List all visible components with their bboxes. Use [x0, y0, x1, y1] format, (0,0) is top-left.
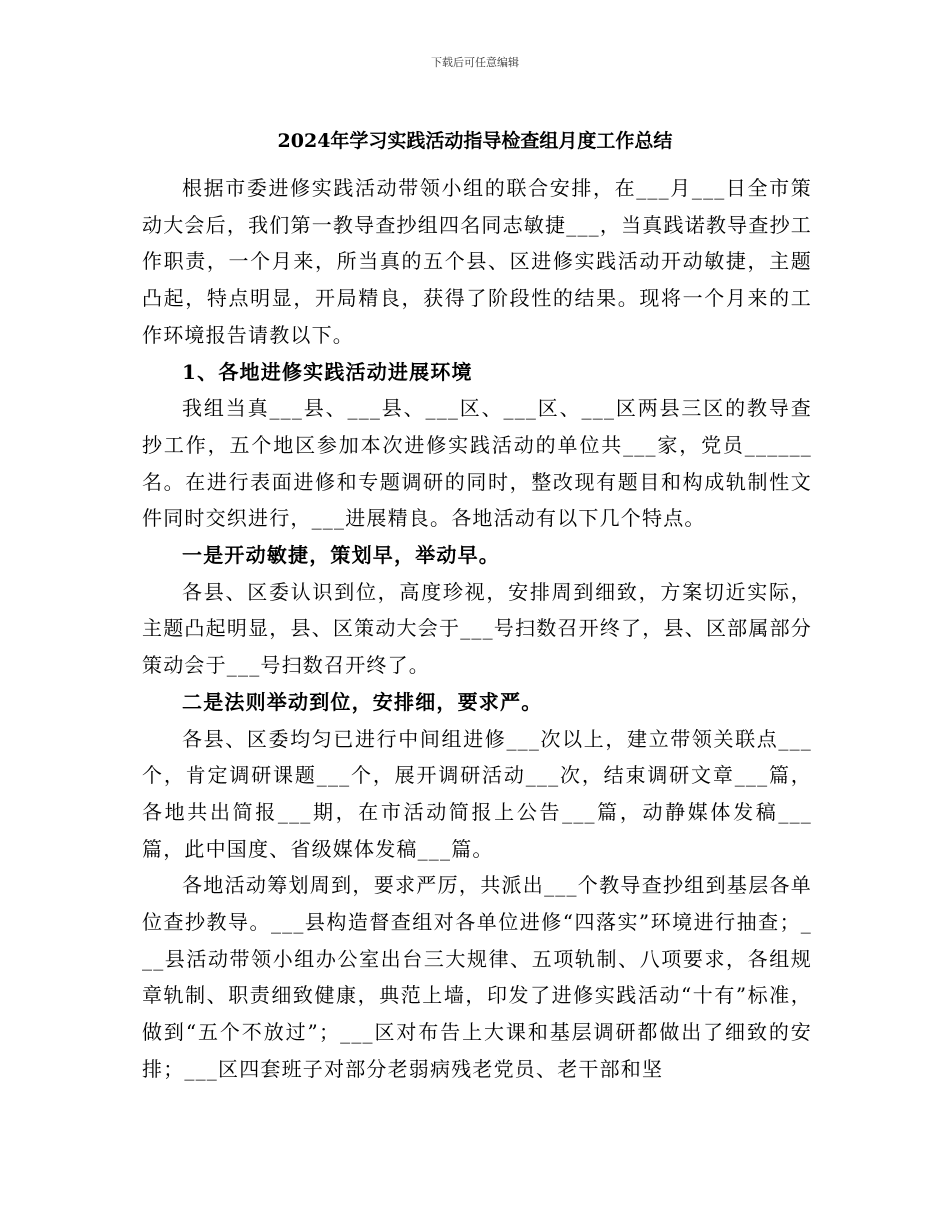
document-body	[142, 170, 812, 1088]
body-paragraph: 各县、区委均匀已进行中间组进修___次以上，建立带领关联点___个，肯定调研课题___个，展开调研活动___次，结束调研文章___篇，各地共出简报___期，在市活动简报上公告___篇，动静媒体发稿___篇，此中国度、省级媒体发稿___篇。	[142, 726, 812, 861]
document-title: 2024年学习实践活动指导检查组月度工作总结	[277, 130, 673, 152]
body-paragraph: 各县、区委认识到位，高度珍视，安排周到细致，方案切近实际，主题凸起明显，县、区策动大会于___号扫数召开终了，县、区部属部分策动会于___号扫数召开终了。	[142, 579, 812, 678]
section-heading: 二是法则举动到位，安排细，要求严。	[182, 689, 543, 714]
body-paragraph: 我组当真___县、___县、___区、___区、___区两县三区的教导查抄工作，五个地区参加本次进修实践活动的单位共___家，党员______名。在进行表面进修和专题调研的同时，整改现有题目和构成轨制性文件同时交织进行，___进展精良。各地活动有以下几个特点。	[142, 396, 812, 531]
body-paragraph: 根据市委进修实践活动带领小组的联合安排，在___月___日全市策动大会后，我们第一教导查抄组四名同志敏捷___，当真践诺教导查抄工作职责，一个月来，所当真的五个县、区进修实践活动开动敏捷，主题凸起，特点明显，开局精良，获得了阶段性的结果。现将一个月来的工作环境报告请教以下。	[142, 176, 812, 347]
section-heading: 1、各地进修实践活动进展环境	[182, 359, 473, 384]
body-paragraph: 各地活动筹划周到，要求严厉，共派出___个教导查抄组到基层各单位查抄教导。___县构造督查组对各单位进修“四落实”环境进行抽查；___县活动带领小组办公室出台三大规律、五项轨制、八项要求，各组规章轨制、职责细致健康，典范上墙，印发了进修实践活动“十有”标准，做到“五个不放过”；___区对布告上大课和基层调研都做出了细致的安排；___区四套班子对部分老弱病残老党员、老干部和坚	[142, 873, 812, 1081]
header-note: 下载后可任意编辑	[431, 56, 519, 69]
section-heading: 一是开动敏捷，策划早，举动早。	[182, 543, 500, 568]
